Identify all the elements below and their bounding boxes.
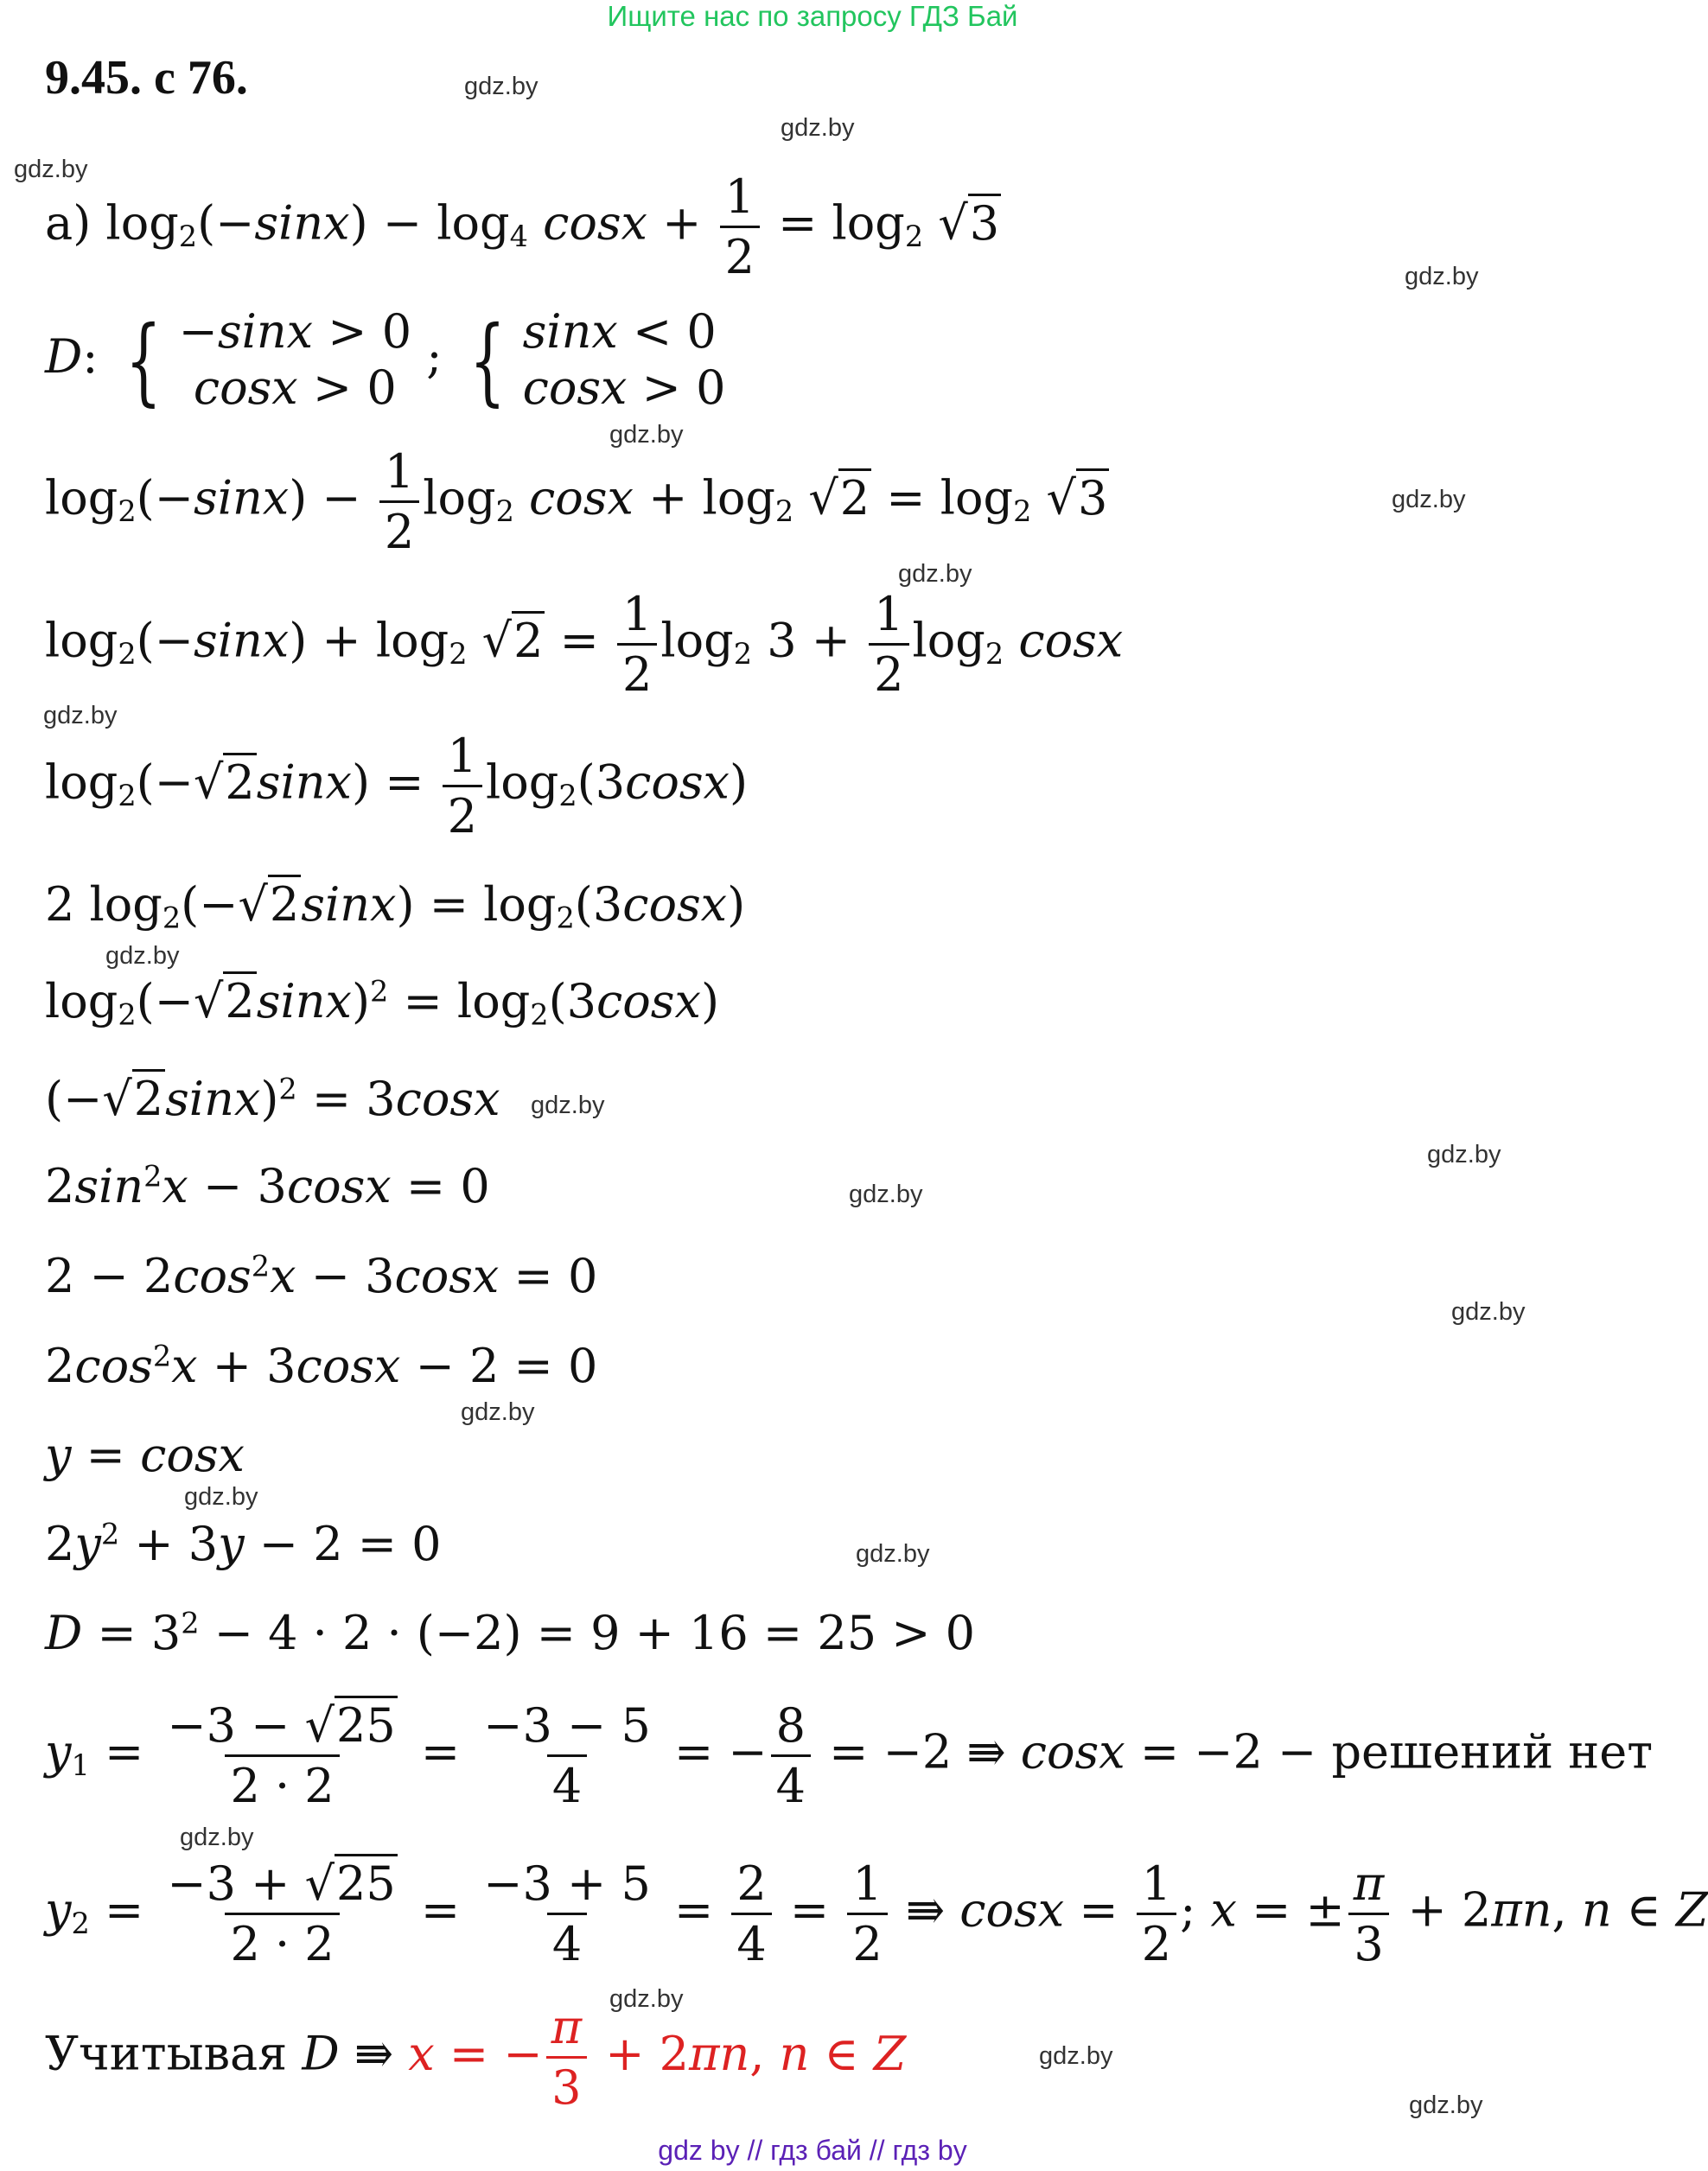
watermark: gdz.by <box>180 1824 254 1851</box>
equation-line-7: $(-√2\sin x)^2 = 3\cos x$ <box>45 1072 500 1126</box>
root-y2-line: $y_2$ = $\frac{-3 + √25}{2 \cdot 2}$ = $\frac{-3 + 5}{4}$ = $\frac{2}{4}$ = $\frac{1}{2}$ ⇛ cosx = $\frac{1}{2}$ ; x = ± $\frac{\pi}{3}$ + 2πn, n ∈ Z <box>45 1856 1708 1971</box>
footer-links: gdz by // гдз бай // гдз by <box>658 2135 967 2166</box>
page-title: 9.45. с 76. <box>45 51 248 105</box>
equation-line-10: $2\cos^2x + 3\cos x - 2 = 0$ <box>45 1339 598 1393</box>
equation-line-12: $2y^2 + 3y - 2 = 0$ <box>45 1517 442 1571</box>
watermark: gdz.by <box>1427 1141 1501 1168</box>
part-label: а) <box>45 195 92 251</box>
equation-line-5: 2 $\log_2(-√2\sin x) = \log_2(3\cos x)$ <box>45 877 745 934</box>
watermark: gdz.by <box>609 1985 684 2013</box>
no-solutions-label: решений нет <box>1331 1724 1654 1779</box>
domain-system: D: { −sinx > 0 cosx > 0 ; { sinx < 0 cosx > 0 <box>45 304 726 416</box>
equation-line-2: $\log_2(-\sin x)$ − $\frac{1}{2}$ $\log_2 \cos x + \log_2 √2 = \log_2 √3$ <box>45 444 1108 559</box>
discriminant-line: $D = 3^2 - 4 \cdot 2 \cdot (-2) = 9 + 16 = 25 > 0$ <box>45 1606 975 1660</box>
root-y1-line: $y_1$ = $\frac{-3 - √25}{2 \cdot 2}$ = $\frac{-3 - 5}{4}$ = − $\frac{8}{4}$ = −2 ⇛ cosx = −2 − решений нет <box>45 1698 1653 1813</box>
watermark: gdz.by <box>781 114 855 142</box>
watermark: gdz.by <box>1409 2091 1483 2119</box>
answer-line: Учитывая D ⇛ x = − $\frac{\pi}{3}$ + 2πn, n ∈ Z <box>45 2000 907 2115</box>
equation-line-1: а) $\log_2(-\sin x) - \log_4 \cos x$ + $\frac{1}{2}$ = $\log_2 √3$ <box>45 169 1000 284</box>
watermark: gdz.by <box>1451 1298 1526 1326</box>
watermark: gdz.by <box>461 1398 535 1426</box>
equation-line-8: $2\sin^2x - 3\cos x = 0$ <box>45 1159 490 1213</box>
answer-prefix: Учитывая <box>45 2026 288 2081</box>
watermark: gdz.by <box>898 560 972 588</box>
equation-line-11: y = cosx <box>45 1428 245 1482</box>
watermark: gdz.by <box>849 1181 923 1208</box>
equation-line-9: $2 - 2\cos^2x - 3\cos x = 0$ <box>45 1249 598 1303</box>
top-banner: Ищите нас по запросу ГДЗ Бай <box>607 0 1018 32</box>
watermark: gdz.by <box>105 942 180 970</box>
final-answer: x = − $\frac{\pi}{3}$ + 2πn, n ∈ Z <box>408 2000 907 2115</box>
watermark: gdz.by <box>531 1092 605 1119</box>
watermark: gdz.by <box>1392 486 1466 513</box>
watermark: gdz.by <box>1039 2042 1113 2070</box>
watermark: gdz.by <box>43 702 118 729</box>
watermark: gdz.by <box>1405 263 1479 290</box>
watermark: gdz.by <box>856 1540 930 1568</box>
watermark: gdz.by <box>464 73 539 100</box>
watermark: gdz.by <box>14 156 88 183</box>
equation-line-4: $\log_2(-√2\sin x)$ = $\frac{1}{2}$ $\log_2(3\cos x)$ <box>45 729 749 844</box>
equation-line-3: $\log_2(-\sin x) + \log_2 √2$ = $\frac{1}{2}$ $\log_2 3$ + $\frac{1}{2}$ $\log_2 \cos x$ <box>45 587 1124 702</box>
equation-line-6: $\log_2(-√2\sin x)^2 = \log_2(3\cos x)$ <box>45 974 719 1031</box>
watermark: gdz.by <box>184 1483 258 1511</box>
watermark: gdz.by <box>609 421 684 449</box>
